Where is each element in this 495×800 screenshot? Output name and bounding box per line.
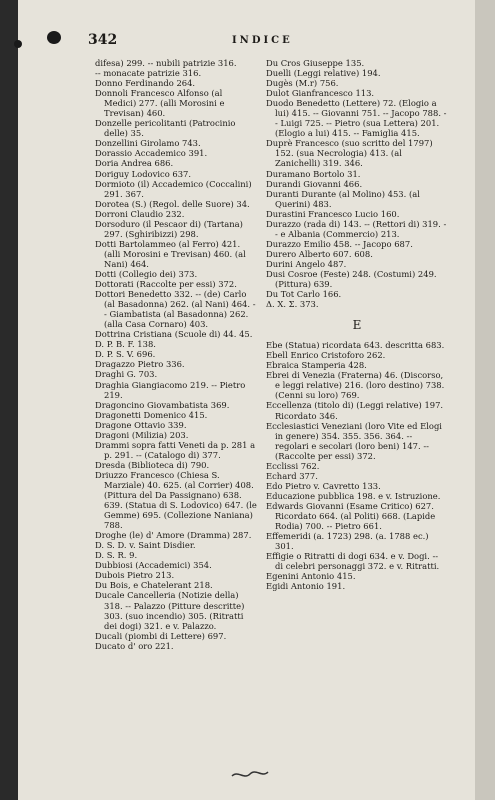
index-entry: Dragazzo Pietro 336. [95,359,185,370]
index-entry: Draghi G. 703. [95,369,158,380]
index-entry: Egidi Antonio 191. [266,581,346,592]
index-entry: Dottorati (Raccolte per essi) 372. [95,279,237,290]
stain-mark [230,768,270,782]
index-entry: Dottrina Cristiana (Scuole di) 44. 45. [95,329,253,340]
index-entry: Driuzzo Francesco (Chiesa S. Marziale) 40. 625. (al Corrier) 408. (Pittura del Da Passignano) 638. 639. (Statua di S. Lodovico) 647. (le Gemme) 695. (Collezione Naniana) 788. [95,469,257,531]
index-entry: Durero Alberto 607. 608. [266,248,373,259]
index-entry: Doria Andrea 686. [95,158,174,169]
index-entry: Echard 377. [266,470,318,481]
index-entry: Draghia Giangiacomo 219. -- Pietro 219. [95,379,246,400]
index-entry: Dorroni Claudio 232. [95,208,185,219]
left-column [95,58,257,651]
index-entry: Dragone Ottavio 339. [95,419,187,430]
section-letter: E [352,318,362,333]
index-entry: Durandi Giovanni 466. [266,178,363,189]
running-title: INDICE [232,35,293,46]
index-entry: Doriguy Lodovico 637. [95,168,192,179]
index-entry: Dorsoduro (il Pescaor di) (Tartana) 297. (Sghiribizzi) 298. [95,218,243,239]
index-entry: -- monacate patrizie 316. [95,68,202,79]
page-edge [475,0,495,800]
index-entry: Drammi sopra fatti Veneti da p. 281 a p. 291. -- (Catalogo di) 377. [95,439,256,460]
index-entry: difesa) 299. -- nubili patrizie 316. [95,58,237,68]
index-entry: Ducato d' oro 221. [95,640,174,651]
index-entry: Droghe (le) d' Amore (Dramma) 287. [95,530,252,541]
index-entry: Ebraica Stamperia 428. [266,360,367,371]
index-entry: Ebrei di Venezia (Fraterna) 46. (Discorso, e leggi relative) 216. (loro destino) 738. (Cenni su loro) 769. [266,370,445,401]
page-header [0,30,495,50]
index-entry: Δ. Χ. Σ. 373. [266,299,319,310]
index-entry: D. P. S. V. 696. [95,349,156,360]
index-entry: Durazzo Emilio 458. -- Jacopo 687. [266,238,413,249]
index-entry: Donzellini Girolamo 743. [95,138,201,149]
page-number: 342 [88,32,118,48]
index-entry: Educazione pubblica 198. e v. Istruzione. [266,490,441,501]
index-entry: Donzelle pericolitanti (Patrocinio delle) 35. [95,118,236,139]
index-entry: Du Cros Giuseppe 135. [266,58,365,68]
index-entry: Du Bois, e Chatelerant 218. [95,580,213,591]
index-entry: Duodo Benedetto (Lettere) 72. (Elogio a lui) 415. -- Giovanni 751. -- Jacopo 788. -- Luigi 725. -- Pietro (sua Lettera) 201. (Elogio a lui) 415. -- Famiglia 415. [266,98,447,139]
index-entry: Dragoni (Milizia) 203. [95,429,189,440]
index-entry: Dragonetti Domenico 415. [95,409,208,420]
index-entry: Dresda (Biblioteca di) 790. [95,459,210,470]
index-entry: Dubbiosi (Accademici) 354. [95,560,212,571]
index-entry: Dulot Gianfrancesco 113. [266,88,375,99]
index-entry: Dugès (M.r) 756. [266,78,339,89]
index-entry: D. S. D. v. Saint Disdier. [95,540,196,551]
index-entry: Donno Ferdinando 264. [95,78,196,89]
index-entry: Duprè Francesco (suo scritto del 1797) 152. (sua Necrologia) 413. (al Zanichelli) 319. 346. [266,138,433,169]
index-entry: Dorotea (S.) (Regol. delle Suore) 34. [95,198,250,209]
index-entry: Duranti Durante (al Molino) 453. (al Querini) 483. [266,188,420,209]
index-entry: Ebell Enrico Cristoforo 262. [266,350,386,361]
page-gutter-shadow [0,0,18,800]
index-entry: Duelli (Leggi relative) 194. [266,68,381,79]
index-entry: Edo Pietro v. Cavretto 133. [266,480,381,491]
index-entry: Effigie o Ritratti di dogi 634. e v. Dogi. -- di celebri personaggi 372. e v. Ritratti. [266,551,440,572]
index-entry: Dorassio Accademico 391. [95,148,208,159]
index-entry: Ecclissi 762. [266,460,320,471]
index-entry: Dotti (Collegio dei) 373. [95,268,198,279]
index-entry: D. S. R. 9. [95,550,138,561]
index-entry: Duramano Bortolo 31. [266,168,361,179]
index-entry: Ecclesiastici Veneziani (loro Vite ed Elogi in genere) 354. 355. 356. 364. -- regolari e secolari (loro beni) 147. -- (Raccolte per essi) 372. [266,420,442,461]
index-entry: Ebe (Statua) ricordata 643. descritta 683. [266,340,445,351]
right-column [266,58,448,591]
index-entry: Dusi Cosroe (Feste) 248. (Costumi) 249. (Pittura) 639. [266,268,437,290]
index-entry: Dubois Pietro 213. [95,570,175,581]
index-entry: Eccellenza (titolo di) (Leggi relative) 197. Ricordato 346. [266,400,444,421]
index-entry: Dragoncino Giovambatista 369. [95,399,230,410]
index-entry: Dotti Bartolammeo (al Ferro) 421. (alli Morosini e Trevisan) 460. (al Nani) 464. [95,238,246,269]
index-entry: Du Tot Carlo 166. [266,289,342,300]
index-entry: Durini Angelo 487. [266,258,347,269]
index-entry: Dormioto (il) Accademico (Coccalini) 291. 367. [95,178,252,199]
index-entry: Effemeridi (a. 1723) 298. (a. 1788 ec.) 301. [266,531,429,552]
index-entry: Ducali (piombi di Lettere) 697. [95,630,227,641]
index-entry: Edwards Giovanni (Esame Critico) 627. Ricordato 664. (al Politi) 668. (Lapide Rodia) 700. -- Pietro 661. [266,500,436,532]
index-entry: Ducale Cancelleria (Notizie della) 318. -- Palazzo (Pitture descritte) 303. (suo incendio) 305. (Ritratti dei dogi) 321. e v. Palazzo. [95,590,245,631]
index-entry: Donnoli Francesco Alfonso (al Medici) 277. (alli Morosini e Trevisan) 460. [95,88,225,119]
index-entry: Durazzo (rada di) 143. -- (Rettori di) 319. -- e Albania (Commercio) 213. [266,218,447,239]
index-entry: D. P. B. F. 138. [95,339,156,350]
index-entry: Durastini Francesco Lucio 160. [266,208,400,219]
index-entry: Dottori Benedetto 332. -- (de) Carlo (al Basadonna) 262. (al Nani) 464. -- Giambatista (al Basadonna) 262. (alla Casa Cornaro) 403. [95,289,256,330]
index-entry: Egenini Antonio 415. [266,571,356,582]
